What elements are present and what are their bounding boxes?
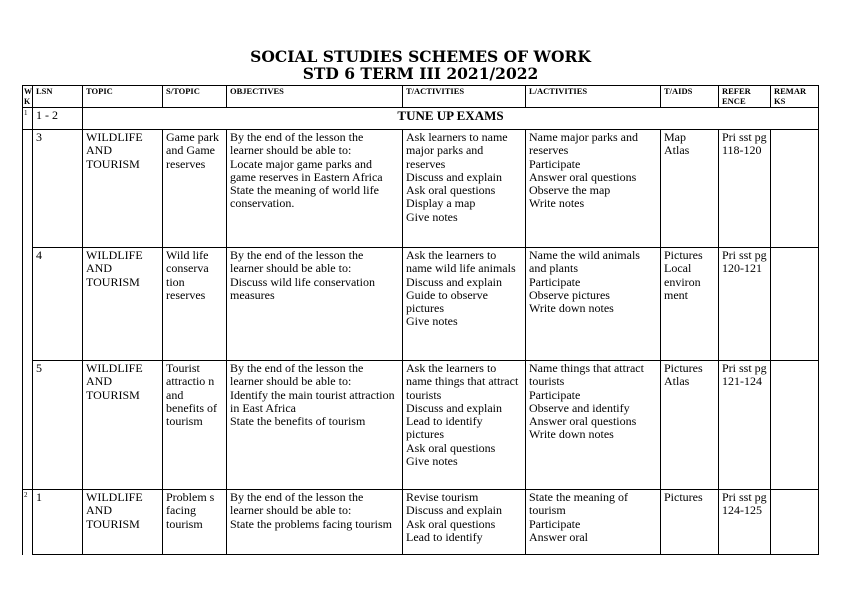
tune-up-row [23, 108, 819, 130]
remarks-cell [771, 248, 819, 361]
subtopic-cell: Tourist attractio n and benefits of tourism [163, 361, 227, 490]
week-cell [23, 248, 33, 361]
t-activities-cell: Ask the learners to name things that attract tourists Discuss and explain Lead to identify pictures Ask oral questions Give notes [403, 361, 526, 490]
column-header: OBJECTIVES [227, 86, 403, 108]
lsn-cell: 4 [33, 248, 83, 361]
document-subtitle: STD 6 TERM III 2021/2022 [302, 64, 539, 83]
week-cell: 2 [23, 490, 33, 555]
l-activities-cell: State the meaning of tourism Participate Answer oral [526, 490, 661, 555]
topic-cell: WILDLIFE AND TOURISM [83, 130, 163, 248]
t-activities-cell: Revise tourism Discuss and explain Ask oral questions Lead to identify [403, 490, 526, 555]
remarks-cell [771, 490, 819, 555]
subtopic-cell: Wild life conserva tion reserves [163, 248, 227, 361]
week-cell: 1 [23, 108, 33, 130]
table-row [23, 361, 819, 490]
tune-up-label: TUNE UP EXAMS [83, 108, 819, 130]
l-activities-cell: Name the wild animals and plants Participate Observe pictures Write down notes [526, 248, 661, 361]
reference-cell: Pri sst pg 121-124 [719, 361, 771, 490]
t-aids-cell: Pictures [661, 490, 719, 555]
reference-cell: Pri sst pg 120-121 [719, 248, 771, 361]
objectives-cell: By the end of the lesson the learner should be able to: Locate major game parks and game reserves in Eastern Africa State the meaning of world life conservation. [227, 130, 403, 248]
topic-cell: WILDLIFE AND TOURISM [83, 490, 163, 555]
topic-cell: WILDLIFE AND TOURISM [83, 248, 163, 361]
column-header: LSN [33, 86, 83, 108]
lsn-cell: 1 [33, 490, 83, 555]
reference-cell: Pri sst pg 124-125 [719, 490, 771, 555]
lsn-cell: 5 [33, 361, 83, 490]
week-cell [23, 361, 33, 490]
column-header: TOPIC [83, 86, 163, 108]
subtopic-cell: Problem s facing tourism [163, 490, 227, 555]
reference-cell: Pri sst pg 118-120 [719, 130, 771, 248]
column-header: W K [24, 87, 32, 106]
column-header: T/AIDS [661, 86, 719, 108]
table-row [23, 248, 819, 361]
lsn-cell: 1 - 2 [33, 108, 83, 130]
lsn-cell: 3 [33, 130, 83, 248]
column-header: T/ACTIVITIES [403, 86, 526, 108]
l-activities-cell: Name things that attract tourists Participate Observe and identify Answer oral questions Write down notes [526, 361, 661, 490]
t-activities-cell: Ask learners to name major parks and reserves Discuss and explain Ask oral questions Display a map Give notes [403, 130, 526, 248]
scheme-table [22, 85, 819, 555]
subtopic-cell: Game park and Game reserves [163, 130, 227, 248]
topic-cell: WILDLIFE AND TOURISM [83, 361, 163, 490]
column-header: L/ACTIVITIES [526, 86, 661, 108]
header-row [23, 86, 819, 108]
remarks-cell [771, 130, 819, 248]
table-row [23, 130, 819, 248]
week-cell [23, 130, 33, 248]
objectives-cell: By the end of the lesson the learner should be able to: Discuss wild life conservation measures [227, 248, 403, 361]
t-activities-cell: Ask the learners to name wild life animals Discuss and explain Guide to observe pictures Give notes [403, 248, 526, 361]
l-activities-cell: Name major parks and reserves Participate Answer oral questions Observe the map Write notes [526, 130, 661, 248]
document-title: SOCIAL STUDIES SCHEMES OF WORK [250, 47, 591, 66]
t-aids-cell: Pictures Atlas [661, 361, 719, 490]
column-header: REFER ENCE [719, 86, 771, 108]
remarks-cell [771, 361, 819, 490]
column-header: S/TOPIC [163, 86, 227, 108]
column-header: REMAR KS [771, 86, 819, 108]
t-aids-cell: Map Atlas [661, 130, 719, 248]
t-aids-cell: Pictures Local environ ment [661, 248, 719, 361]
objectives-cell: By the end of the lesson the learner should be able to: Identify the main tourist attraction in East Africa State the benefits of tourism [227, 361, 403, 490]
objectives-cell: By the end of the lesson the learner should be able to: State the problems facing tourism [227, 490, 403, 555]
table-row [23, 490, 819, 555]
